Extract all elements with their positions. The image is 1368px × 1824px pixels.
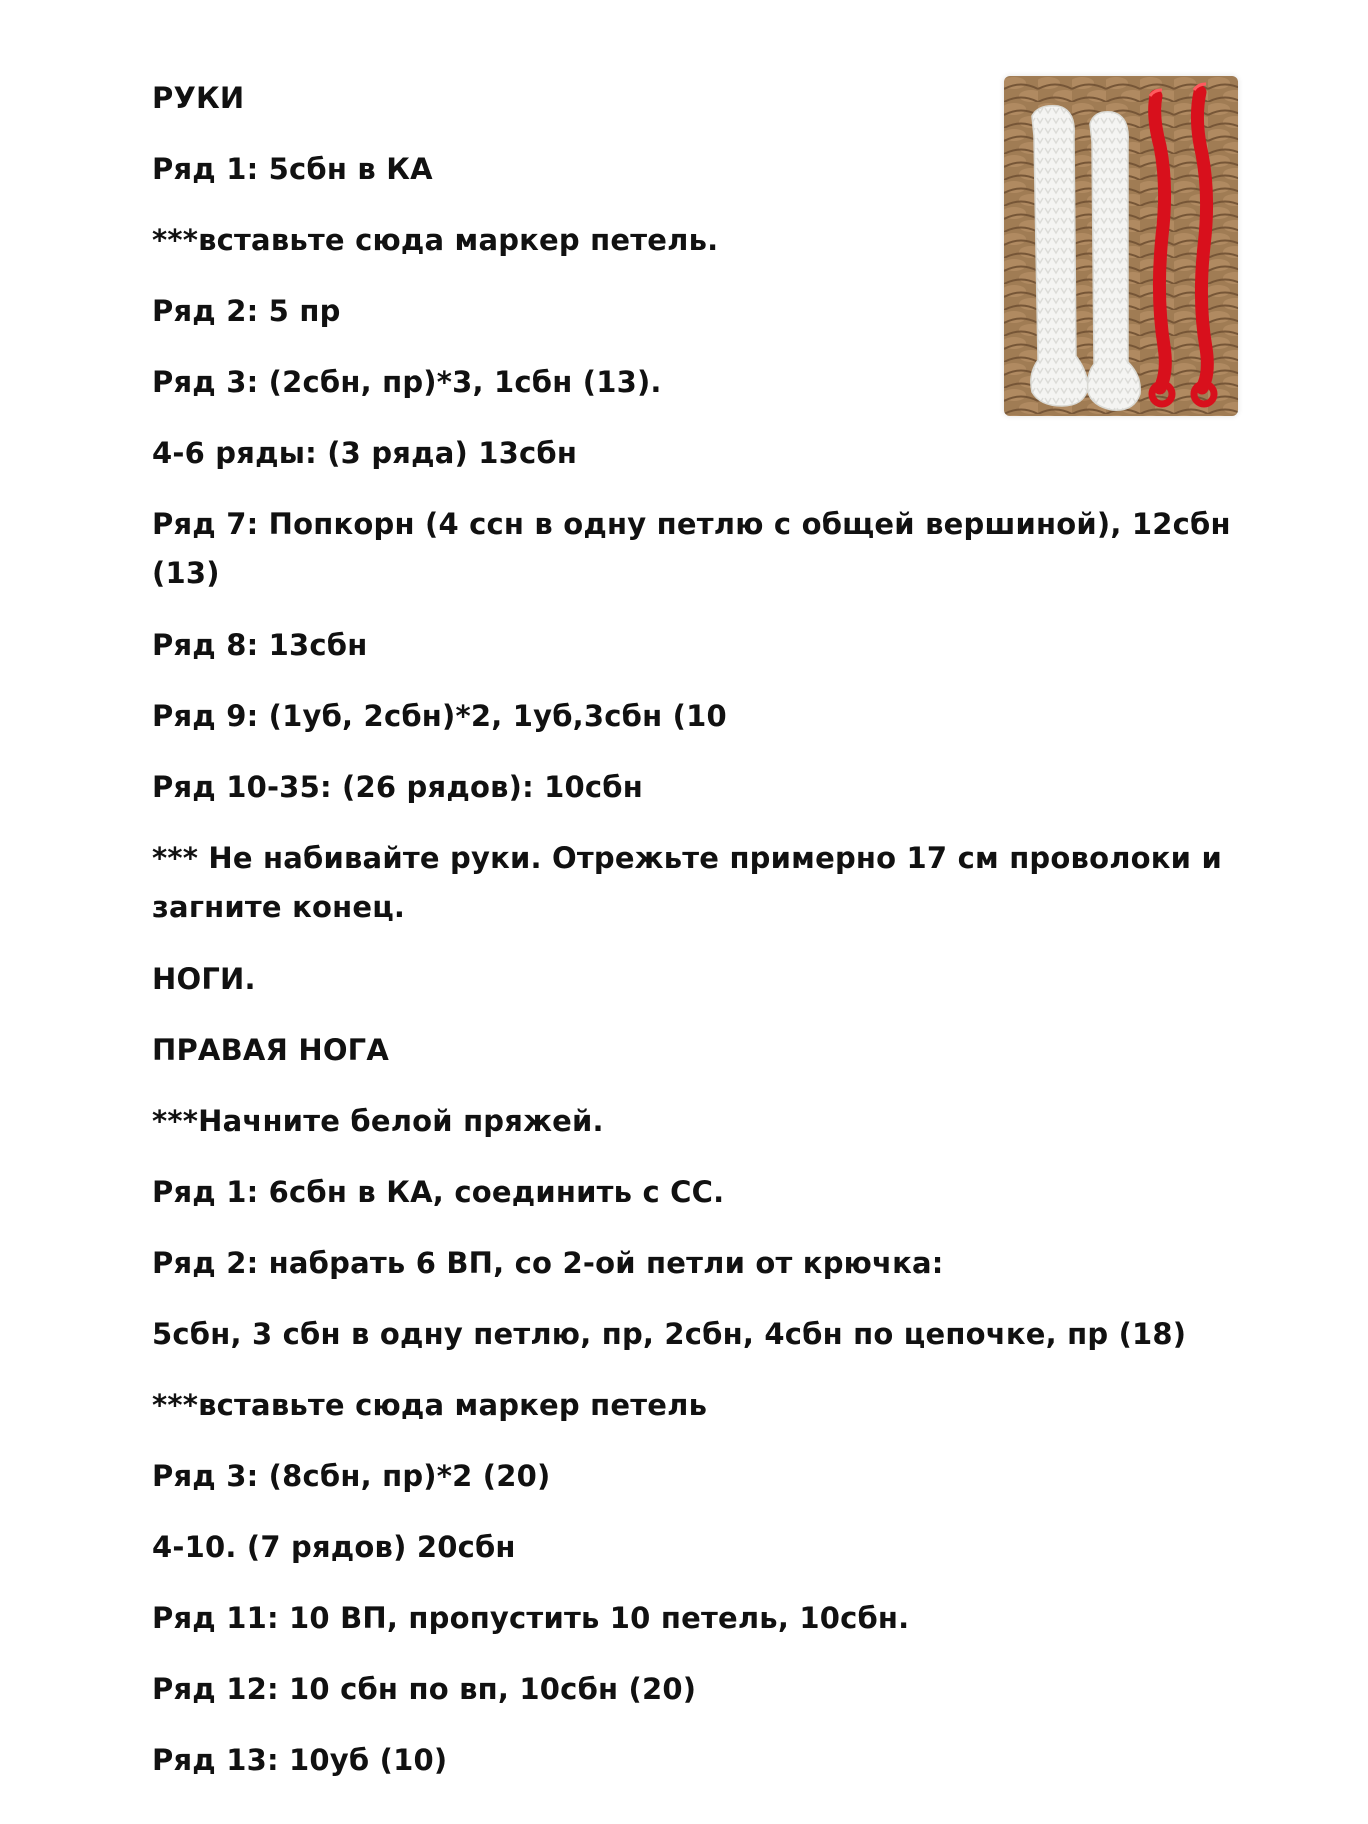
subheading-right-leg: ПРАВАЯ НОГА bbox=[152, 1033, 389, 1067]
row-3-text: Ряд 3: (2сбн, пр)*3, 1сбн (13). bbox=[152, 365, 662, 399]
row-7-text: Ряд 7: Попкорн (4 ссн в одну петлю с общей вершиной), 12сбн (13) bbox=[152, 507, 1231, 590]
leg-row-1-text: Ряд 1: 6сбн в КА, соединить с СС. bbox=[152, 1175, 725, 1209]
white-yarn-note: ***Начните белой пряжей. bbox=[152, 1104, 604, 1138]
marker-note: ***вставьте сюда маркер петель. bbox=[152, 223, 719, 257]
leg-marker-note: ***вставьте сюда маркер петель bbox=[152, 1388, 708, 1422]
no-stuffing-note: *** Не набивайте руки. Отрежьте примерно 17 см проволоки и загните конец. bbox=[152, 841, 1222, 924]
row-2-text: Ряд 2: 5 пр bbox=[152, 294, 341, 328]
rows-10-35-text: Ряд 10-35: (26 рядов): 10сбн bbox=[152, 770, 643, 804]
leg-row-11-text: Ряд 11: 10 ВП, пропустить 10 петель, 10сбн. bbox=[152, 1601, 910, 1635]
rows-4-6-text: 4-6 ряды: (3 ряда) 13сбн bbox=[152, 436, 578, 470]
leg-row-3-text: Ряд 3: (8сбн, пр)*2 (20) bbox=[152, 1459, 551, 1493]
section-heading-arms: РУКИ bbox=[152, 81, 245, 115]
row-8-text: Ряд 8: 13сбн bbox=[152, 628, 368, 662]
leg-row-13-text: Ряд 13: 10уб (10) bbox=[152, 1743, 448, 1777]
crochet-arms-photo bbox=[1004, 76, 1238, 416]
leg-row-12-text: Ряд 12: 10 сбн по вп, 10сбн (20) bbox=[152, 1672, 697, 1706]
row-9-text: Ряд 9: (1уб, 2сбн)*2, 1уб,3сбн (10 bbox=[152, 699, 727, 733]
section-heading-legs: НОГИ. bbox=[152, 962, 256, 996]
leg-rows-4-10-text: 4-10. (7 рядов) 20сбн bbox=[152, 1530, 516, 1564]
leg-row-2-text: Ряд 2: набрать 6 ВП, со 2-ой петли от крючка: bbox=[152, 1246, 944, 1280]
row-1-text: Ряд 1: 5сбн в КА bbox=[152, 152, 433, 186]
leg-row-2-continued: 5сбн, 3 сбн в одну петлю, пр, 2сбн, 4сбн по цепочке, пр (18) bbox=[152, 1317, 1187, 1351]
